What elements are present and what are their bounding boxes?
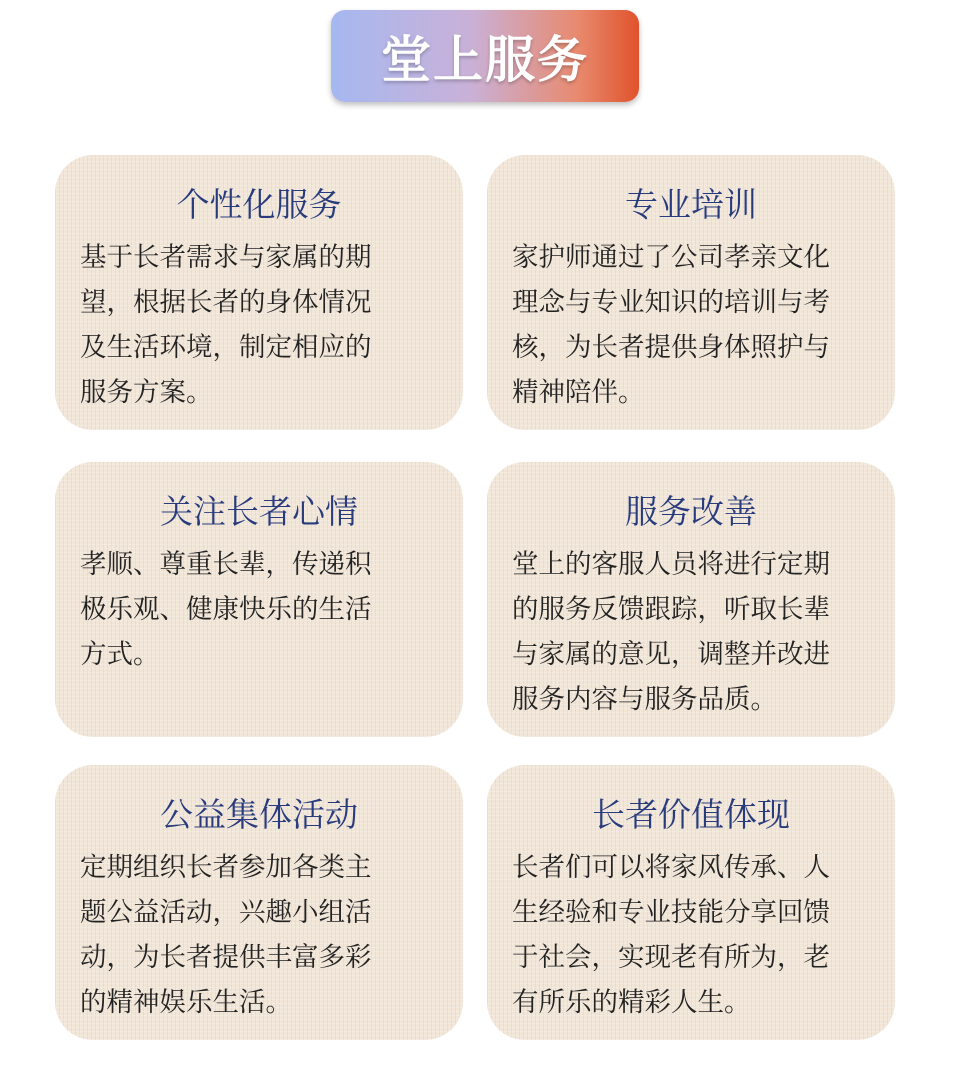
card-description: 家护师通过了公司孝亲文化 理念与专业知识的培训与考 核，为长者提供身体照护与 精神陪伴。 bbox=[512, 242, 830, 408]
service-card-personalized bbox=[55, 155, 463, 430]
section-title: 堂上服务 bbox=[381, 31, 589, 89]
card-description: 孝顺、尊重长辈，传递积 极乐观、健康快乐的生活 方式。 bbox=[80, 549, 372, 670]
card-title: 个性化服务 bbox=[176, 185, 342, 224]
card-title: 公益集体活动 bbox=[160, 795, 358, 834]
service-card-training bbox=[487, 155, 895, 430]
card-description: 定期组织长者参加各类主 题公益活动，兴趣小组活 动，为长者提供丰富多彩 的精神娱乐生活。 bbox=[80, 852, 372, 1018]
service-card-improvement bbox=[487, 462, 895, 737]
card-title: 关注长者心情 bbox=[160, 492, 358, 531]
section-header-badge bbox=[331, 10, 639, 102]
service-card-elder-value bbox=[487, 765, 895, 1040]
service-card-group-activities bbox=[55, 765, 463, 1040]
card-description: 长者们可以将家风传承、人 生经验和专业技能分享回馈 于社会，实现老有所为，老 有所乐的精彩人生。 bbox=[512, 852, 830, 1018]
service-card-mood-care bbox=[55, 462, 463, 737]
card-title: 专业培训 bbox=[625, 185, 757, 224]
card-description: 堂上的客服人员将进行定期 的服务反馈跟踪，听取长辈 与家属的意见，调整并改进 服务内容与服务品质。 bbox=[512, 549, 830, 715]
card-description: 基于长者需求与家属的期 望，根据长者的身体情况 及生活环境，制定相应的 服务方案。 bbox=[80, 242, 372, 408]
card-title: 服务改善 bbox=[625, 492, 757, 531]
card-title: 长者价值体现 bbox=[592, 795, 790, 834]
